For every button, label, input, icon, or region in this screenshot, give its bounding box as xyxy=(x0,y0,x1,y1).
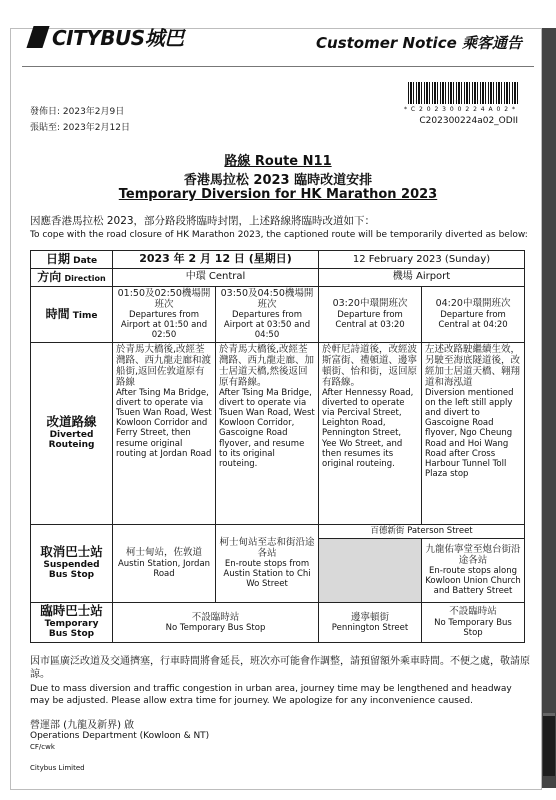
time-cell: 03:50及04:50機場開班次 Departures from Airport at 03:50 and 04:50 xyxy=(216,286,319,342)
suspended-cell: 柯士甸站，佐敦道 Austin Station, Jordan Road xyxy=(113,524,216,602)
header-divider xyxy=(22,66,534,67)
company-name: Citybus Limited xyxy=(30,764,85,772)
time-cell: 01:50及02:50機場開班次 Departures from Airport at 01:50 and 02:50 xyxy=(113,286,216,342)
date-row xyxy=(31,251,525,269)
date-en: 12 February 2023 (Sunday) xyxy=(319,251,525,269)
intro-en: To cope with the road closure of HK Marathon 2023, the captioned route will be temporarily diverted as below: xyxy=(30,230,528,240)
time-row xyxy=(31,286,525,342)
post-date: 張貼至: 2023年2月12日 xyxy=(30,123,130,133)
time-cell: 03:20中環開班次 Departure from Central at 03:20 xyxy=(319,286,422,342)
time-label: 時間 Time xyxy=(31,286,113,342)
footer-note-en: Due to mass diversion and traffic congestion in urban area, journey time may be lengthened and headway may be adjusted. Please allow extra time for journey. We apologize for any inconvenience caused. xyxy=(30,684,512,706)
route-title: 路線 Route N11 xyxy=(224,154,332,169)
notice-title: Customer Notice 乘客通告 xyxy=(316,34,522,52)
bus-icon xyxy=(543,713,555,776)
department-en: Operations Department (Kowloon & NT) xyxy=(30,731,210,741)
routeing-cell: 於青馬大橋後,改經荃灣路、西九龍走廊、加士居道天橋,然後返回原有路線。 After Tsing Ma Bridge, divert to operate via Tsuen Wan Road, West Kowloon Corridor, Gascoigne Road flyover, and resume to its original routeing. xyxy=(216,342,319,524)
date-label: 日期 Date xyxy=(31,251,113,269)
routeing-label: 改道路線 Diverted Routeing xyxy=(31,342,113,524)
routeing-cell: 於青馬大橋後,改經荃灣路、西九龍走廊和渡船街,返回佐敦道原有路線 After Tsing Ma Bridge, divert to operate via Tsuen Wan Road, West Kowloon Corridor and Ferry Street, then resume original routing at Jordan Road xyxy=(113,342,216,524)
title-zh: 香港馬拉松 2023 臨時改道安排 xyxy=(183,173,373,188)
logo-mark-icon xyxy=(26,26,49,48)
temp-stop-central: 不設臨時站 No Temporary Bus Stop xyxy=(113,602,319,642)
direction-label: 方向 Direction xyxy=(31,269,113,287)
suspended-cell: 九龍佑寧堂至炮台街沿途各站 En-route stops along Kowloon Union Church and Battery Street xyxy=(422,538,525,602)
routeing-cell: 左述改路駛繼續生效，另駛至海底隧道後，改經加士居道天橋、翱翔道和海泓道 Diversion mentioned on the left still apply and divert to Gascoigne Road flyover, Ngo Cheung Road and Hoi Wang Road after Cross Harbour Tunnel Toll Plaza stop xyxy=(422,342,525,524)
direction-central: 中環 Central xyxy=(113,269,319,287)
date-zh: 2023 年 2 月 12 日 (星期日) xyxy=(113,251,319,269)
temp-stop-last: 不設臨時站 No Temporary Bus Stop xyxy=(422,602,525,642)
brand-name: CITYBUS城巴 xyxy=(52,26,184,50)
reference: CF/cwk xyxy=(30,743,55,751)
department-zh: 營運部 (九龍及新界) 啟 xyxy=(30,720,135,731)
routeing-row xyxy=(31,342,525,524)
suspended-cell: 柯士甸站至志和街沿途各站 En-route stops from Austin Station to Chi Wo Street xyxy=(216,524,319,602)
suspended-paterson: 百德新街 Paterson Street xyxy=(319,524,525,538)
barcode xyxy=(408,82,518,104)
intro-zh: 因應香港馬拉松 2023，部分路段將臨時封閉，上述路線將臨時改道如下： xyxy=(30,215,376,227)
time-cell: 04:20中環開班次 Departure from Central at 04:20 xyxy=(422,286,525,342)
diversion-table xyxy=(30,250,525,643)
suspended-label: 取消巴士站 Suspended Bus Stop xyxy=(31,524,113,602)
footer-note-zh: 因市區廣泛改道及交通擠塞，行車時間將會延長，班次亦可能會作調整，請預留額外乘車時間。不便之處，敬請原諒。 xyxy=(30,656,530,680)
suspended-blank-cell xyxy=(319,538,422,602)
direction-airport: 機場 Airport xyxy=(319,269,525,287)
suspended-row-top xyxy=(31,524,525,538)
direction-row xyxy=(31,269,525,287)
barcode-text: * C 2 0 2 3 0 0 2 2 4 A 0 2 * xyxy=(404,106,516,113)
temp-stop-pennington: 邊寧頓街 Pennington Street xyxy=(319,602,422,642)
issue-date: 發佈日: 2023年2月9日 xyxy=(30,107,125,117)
title-en: Temporary Diversion for HK Marathon 2023 xyxy=(118,187,438,202)
bus-photo-strip xyxy=(542,28,556,788)
temp-stop-label: 臨時巴士站 Temporary Bus Stop xyxy=(31,602,113,642)
temp-stop-row xyxy=(31,602,525,642)
citybus-logo xyxy=(30,22,184,51)
notice-code: C202300224a02_ODII xyxy=(419,116,518,126)
routeing-cell: 於軒尼詩道後，改經波斯富街、禮頓道、邊寧頓街、怡和街，返回原有路線。 After Hennessy Road, diverted to operate via Percival Street, Leighton Road, Pennington Street, Yee Wo Street, and then resumes its original routeing. xyxy=(319,342,422,524)
